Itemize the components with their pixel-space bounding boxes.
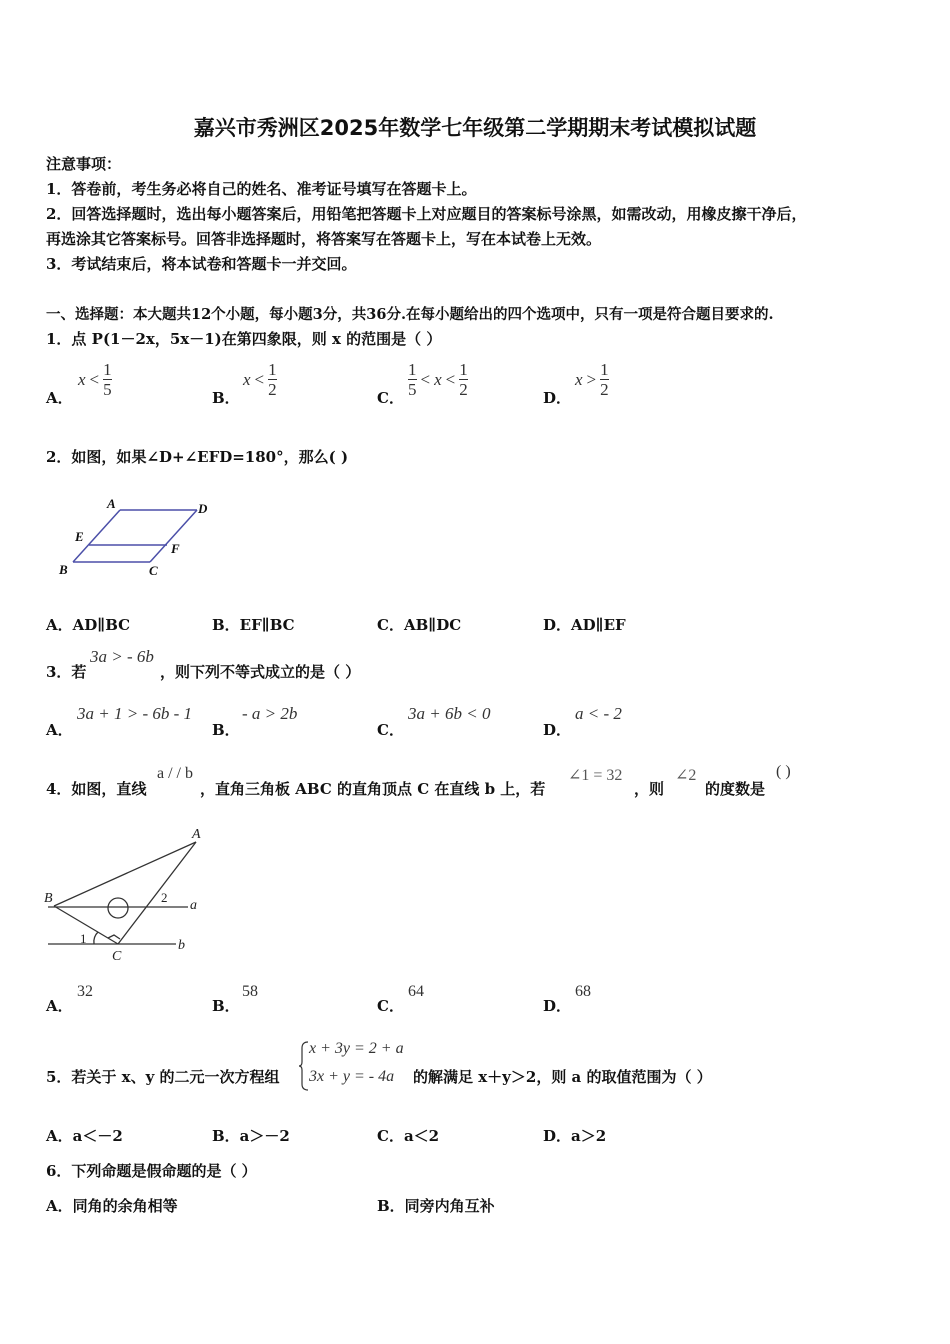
q5-equation-1: x + 3y = 2 + a — [309, 1040, 404, 1057]
q4-condition: a / / b — [157, 765, 193, 782]
q1-d-fraction — [600, 360, 609, 399]
q1-option-c — [408, 360, 468, 399]
q1-a-fraction — [103, 360, 112, 399]
denominator: 2 — [268, 380, 277, 399]
notice-item-2-cont: 再选涂其它答案标号。回答非选择题时，将答案写在答题卡上，写在本试卷上无效。 — [46, 230, 602, 248]
q1-label-d: D． — [543, 389, 572, 407]
q4-mid: ，直角三角板 ABC 的直角顶点 C 在直线 b 上，若 — [200, 780, 546, 798]
denominator: 5 — [103, 380, 112, 399]
q3-label-c: C． — [377, 721, 404, 739]
label-b: B — [59, 562, 68, 577]
q3-label-a: A． — [46, 721, 73, 739]
q6-stem: 6．下列命题是假命题的是（ ） — [46, 1162, 257, 1180]
q4-suffix: 的度数是 — [705, 780, 766, 798]
numerator: 1 — [600, 360, 609, 379]
notice-item-1: 1．答卷前，考生务必将自己的姓名、准考证号填写在答题卡上。 — [46, 180, 477, 198]
q3-label-b: B． — [212, 721, 240, 739]
q2-option-c: C．AB∥DC — [377, 616, 462, 634]
numerator: 1 — [268, 360, 277, 379]
label-line-a: a — [190, 898, 197, 913]
q1-c-var: x — [434, 369, 442, 389]
angle-1-arc — [94, 932, 98, 944]
q1-option-d — [575, 360, 609, 399]
label-b: B — [44, 891, 53, 906]
q6-option-b: B．同旁内角互补 — [377, 1197, 495, 1215]
label-f: F — [171, 541, 180, 556]
q6-option-a: A．同角的余角相等 — [46, 1197, 178, 1215]
q2-option-a: A．AD∥BC — [46, 616, 131, 634]
label-angle-2: 2 — [161, 890, 168, 905]
numerator: 1 — [459, 360, 468, 379]
q1-label-c: C． — [377, 389, 404, 407]
q4-option-d: 68 — [575, 983, 591, 1000]
denominator: 5 — [408, 380, 417, 399]
q5-equation-2: 3x + y = - 4a — [309, 1068, 395, 1085]
q1-stem: 1．点 P(1－2x，5x－1)在第四象限，则 x 的范围是（ ） — [46, 330, 442, 348]
q4-figure — [40, 822, 210, 967]
label-e: E — [75, 529, 84, 544]
label-line-b: b — [178, 938, 185, 953]
q4-option-a: 32 — [77, 983, 93, 1000]
q3-label-d: D． — [543, 721, 572, 739]
q4-paren: ( ) — [776, 763, 791, 780]
q3-prefix: 3．若 — [46, 663, 87, 681]
q2-figure — [55, 495, 225, 580]
section-heading: 一、选择题：本大题共12个小题，每小题3分，共36分.在每小题给出的四个选项中，只有一项是符合题目要求的. — [46, 306, 774, 323]
notice-item-3: 3．考试结束后，将本试卷和答题卡一并交回。 — [46, 255, 357, 273]
q3-option-a: 3a + 1 > - 6b - 1 — [77, 704, 193, 723]
q1-option-b — [243, 360, 277, 399]
q1-option-a — [78, 360, 112, 399]
q2-option-b: B．EF∥BC — [212, 616, 295, 634]
q4-mid2: ，则 — [634, 780, 665, 798]
q4-label-b: B． — [212, 997, 240, 1015]
q1-c-sign-1: < — [420, 369, 431, 389]
q4-label-d: D． — [543, 997, 572, 1015]
q5-option-d: D．a＞2 — [543, 1127, 607, 1145]
label-c: C — [149, 563, 158, 578]
q3-option-b: - a > 2b — [242, 704, 298, 723]
label-d: D — [198, 501, 208, 516]
label-c: C — [112, 949, 122, 964]
triangle-hole — [108, 898, 128, 918]
denominator: 2 — [600, 380, 609, 399]
q1-label-a: A． — [46, 389, 73, 407]
q5-option-c: C．a＜2 — [377, 1127, 440, 1145]
q3-suffix: ，则下列不等式成立的是（ ） — [160, 663, 361, 681]
numerator: 1 — [103, 360, 112, 379]
notice-item-2: 2．回答选择题时，选出每小题答案后，用铅笔把答题卡上对应题目的答案标号涂黑，如需改动，用橡皮擦干净后， — [46, 205, 807, 223]
denominator: 2 — [459, 380, 468, 399]
label-angle-1: 1 — [80, 931, 87, 946]
label-a: A — [192, 827, 201, 842]
q5-suffix: 的解满足 x＋y＞2，则 a 的取值范围为（ ） — [413, 1068, 712, 1086]
q4-label-a: A． — [46, 997, 73, 1015]
q1-c-fraction-right — [459, 360, 468, 399]
q4-angle2: ∠2 — [675, 767, 697, 784]
q5-option-b: B．a＞－2 — [212, 1127, 290, 1145]
label-a: A — [107, 496, 116, 511]
side-ac — [118, 842, 196, 944]
page-title: 嘉兴市秀洲区2025年数学七年级第二学期期末考试模拟试题 — [193, 116, 757, 140]
q2-stem: 2．如图，如果∠D+∠EFD=180°，那么( ) — [46, 448, 349, 466]
q1-a-sign: < — [89, 369, 100, 389]
q3-option-c: 3a + 6b < 0 — [408, 704, 491, 723]
q2-option-d: D．AD∥EF — [543, 616, 626, 634]
side-ba — [54, 842, 196, 906]
q4-option-c: 64 — [408, 983, 424, 1000]
q1-c-sign-2: < — [445, 369, 456, 389]
q4-label-c: C． — [377, 997, 404, 1015]
q1-b-sign: < — [254, 369, 265, 389]
numerator: 1 — [408, 360, 417, 379]
q5-option-a: A．a＜－2 — [46, 1127, 123, 1145]
q1-a-var: x — [78, 369, 86, 389]
q1-b-fraction — [268, 360, 277, 399]
q5-prefix: 5．若关于 x、y 的二元一次方程组 — [46, 1068, 280, 1086]
q4-prefix: 4．如图，直线 — [46, 780, 147, 798]
q1-b-var: x — [243, 369, 251, 389]
q1-d-var: x — [575, 369, 583, 389]
q1-label-b: B． — [212, 389, 240, 407]
q3-condition: 3a > - 6b — [90, 647, 154, 666]
q1-c-fraction-left — [408, 360, 417, 399]
q3-option-d: a < - 2 — [575, 704, 622, 723]
q4-option-b: 58 — [242, 983, 258, 1000]
q1-d-sign: > — [586, 369, 597, 389]
q4-angle1: ∠1 = 32 — [568, 767, 623, 784]
notice-heading: 注意事项： — [46, 155, 122, 173]
